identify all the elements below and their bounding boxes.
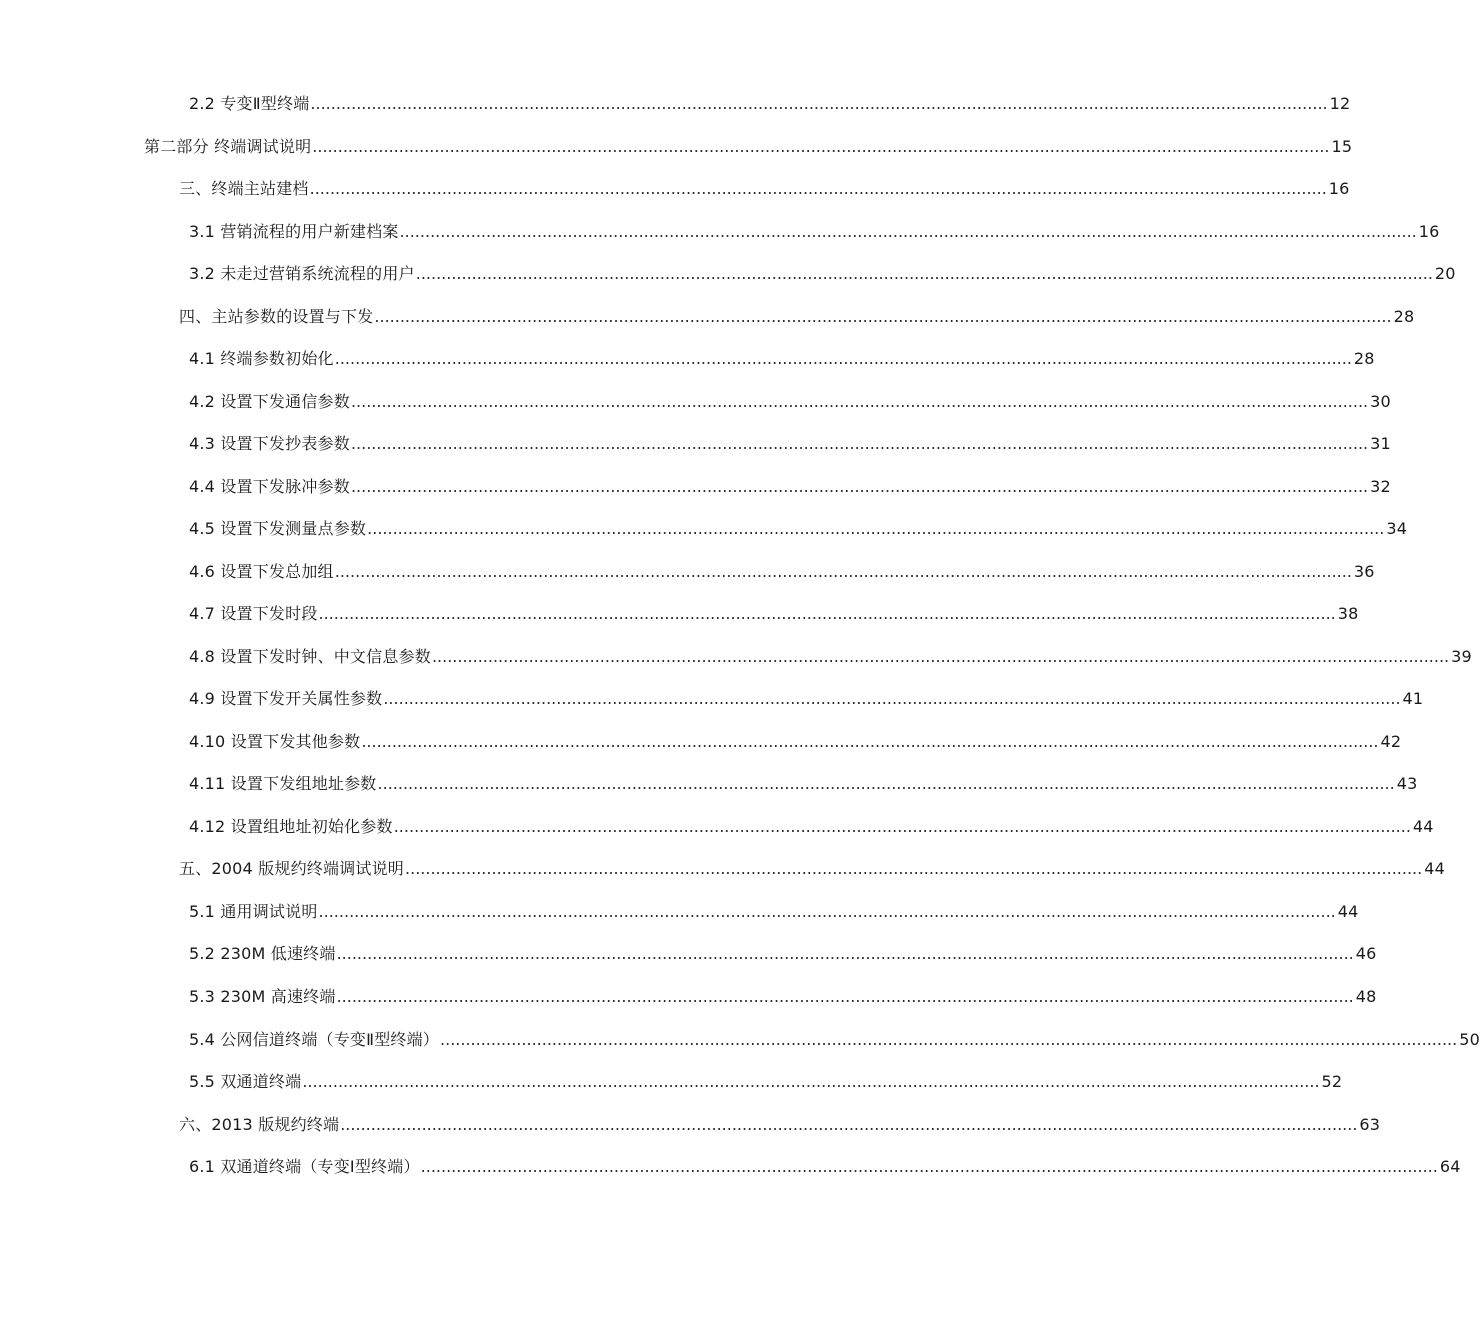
toc-entry[interactable]	[189, 260, 1456, 284]
toc-entry-title: 4.8 设置下发时钟、中文信息参数	[189, 647, 431, 666]
toc-dot-leader: ........................................................................................................................................................................................................	[440, 1030, 1458, 1049]
toc-dot-leader: ........................................................................................................................................................................................................	[420, 1157, 1438, 1176]
toc-entry-page: 39	[1451, 647, 1472, 666]
toc-dot-leader: ........................................................................................................................................................................................................	[431, 647, 1450, 666]
toc-entry-title: 3.1 营销流程的用户新建档案	[189, 222, 399, 241]
toc-entry-page: 43	[1396, 774, 1418, 793]
toc-dot-leader: ........................................................................................................................................................................................................	[405, 859, 1423, 878]
toc-entry-page: 16	[1418, 222, 1440, 241]
toc-entry-page: 28	[1353, 349, 1375, 368]
toc-dot-leader: ........................................................................................................................................................................................................	[302, 1072, 1320, 1091]
toc-entry-title: 5.2 230M 低速终端	[189, 944, 336, 963]
toc-dot-leader: ........................................................................................................................................................................................................	[334, 562, 1352, 581]
toc-entry-title: 4.12 设置组地址初始化参数	[189, 817, 393, 836]
toc-entry-title: 4.11 设置下发组地址参数	[189, 774, 377, 793]
toc-entry-page: 50	[1459, 1030, 1480, 1049]
toc-entry[interactable]	[189, 685, 1424, 709]
toc-entry[interactable]	[189, 643, 1472, 667]
toc-dot-leader: ........................................................................................................................................................................................................	[336, 987, 1354, 1006]
toc-entry-page: 41	[1402, 689, 1424, 708]
toc-entry[interactable]	[189, 558, 1375, 582]
toc-entry-page: 52	[1321, 1072, 1343, 1091]
toc-entry-page: 48	[1355, 987, 1377, 1006]
toc-entry-title: 六、2013 版规约终端	[179, 1115, 340, 1134]
toc-entry-title: 5.1 通用调试说明	[189, 902, 318, 921]
toc-entry-page: 38	[1337, 604, 1359, 623]
toc-dot-leader: ........................................................................................................................................................................................................	[350, 477, 1369, 496]
toc-entry-title: 5.4 公网信道终端（专变Ⅱ型终端）	[189, 1030, 440, 1049]
toc-entry[interactable]	[189, 600, 1359, 624]
toc-entry-page: 44	[1424, 859, 1445, 878]
toc-entry-title: 五、2004 版规约终端调试说明	[179, 859, 405, 878]
toc-entry-title: 4.4 设置下发脉冲参数	[189, 477, 350, 496]
toc-entry-title: 4.6 设置下发总加组	[189, 562, 334, 581]
toc-entry[interactable]	[189, 1068, 1343, 1092]
toc-entry[interactable]	[189, 90, 1351, 114]
toc-entry-title: 4.3 设置下发抄表参数	[189, 434, 350, 453]
toc-entry[interactable]	[179, 303, 1415, 327]
toc-entry-title: 第二部分 终端调试说明	[144, 137, 312, 156]
toc-dot-leader: ........................................................................................................................................................................................................	[318, 902, 1336, 921]
toc-entry-title: 5.5 双通道终端	[189, 1072, 302, 1091]
toc-dot-leader: ........................................................................................................................................................................................................	[399, 222, 1417, 241]
toc-entry-page: 63	[1359, 1115, 1381, 1134]
toc-entry[interactable]	[189, 898, 1359, 922]
toc-entry-title: 4.7 设置下发时段	[189, 604, 318, 623]
toc-entry-title: 4.1 终端参数初始化	[189, 349, 334, 368]
toc-entry-page: 28	[1393, 307, 1415, 326]
toc-dot-leader: ........................................................................................................................................................................................................	[318, 604, 1336, 623]
toc-entry-page: 44	[1337, 902, 1359, 921]
toc-entry[interactable]	[189, 1026, 1480, 1050]
toc-entry-page: 16	[1328, 179, 1350, 198]
toc-entry[interactable]	[189, 218, 1440, 242]
toc-entry[interactable]	[179, 175, 1350, 199]
toc-dot-leader: ........................................................................................................................................................................................................	[350, 392, 1369, 411]
toc-dot-leader: ........................................................................................................................................................................................................	[309, 179, 1327, 198]
toc-entry-title: 2.2 专变Ⅱ型终端	[189, 94, 310, 113]
toc-entry[interactable]	[189, 770, 1418, 794]
toc-dot-leader: ........................................................................................................................................................................................................	[374, 307, 1392, 326]
toc-entry-page: 64	[1439, 1157, 1461, 1176]
toc-entry-title: 5.3 230M 高速终端	[189, 987, 336, 1006]
toc-entry[interactable]	[189, 388, 1391, 412]
toc-entry-page: 44	[1412, 817, 1434, 836]
toc-entry-title: 四、主站参数的设置与下发	[179, 307, 374, 326]
toc-entry-title: 4.5 设置下发测量点参数	[189, 519, 367, 538]
toc-entry-title: 4.2 设置下发通信参数	[189, 392, 350, 411]
toc-dot-leader: ........................................................................................................................................................................................................	[312, 137, 1330, 156]
toc-dot-leader: ........................................................................................................................................................................................................	[334, 349, 1352, 368]
toc-dot-leader: ........................................................................................................................................................................................................	[367, 519, 1385, 538]
toc-entry[interactable]	[189, 515, 1408, 539]
toc-entry[interactable]	[189, 430, 1391, 454]
toc-entry-page: 36	[1353, 562, 1375, 581]
toc-entry-page: 31	[1370, 434, 1391, 453]
toc-entry[interactable]	[189, 940, 1377, 964]
toc-entry-page: 20	[1434, 264, 1456, 283]
toc-entry[interactable]	[144, 133, 1353, 157]
toc-entry-title: 6.1 双通道终端（专变Ⅰ型终端）	[189, 1157, 420, 1176]
toc-entry[interactable]	[189, 1153, 1461, 1177]
toc-entry[interactable]	[189, 813, 1434, 837]
toc-entry-page: 15	[1331, 137, 1353, 156]
toc-entry-page: 46	[1355, 944, 1377, 963]
toc-entry[interactable]	[189, 473, 1391, 497]
toc-entry-title: 3.2 未走过营销系统流程的用户	[189, 264, 415, 283]
toc-dot-leader: ........................................................................................................................................................................................................	[377, 774, 1395, 793]
toc-entry-page: 32	[1370, 477, 1391, 496]
toc-entry[interactable]	[189, 728, 1402, 752]
toc-entry[interactable]	[179, 855, 1445, 879]
toc-entry-page: 34	[1386, 519, 1408, 538]
toc-entry[interactable]	[189, 345, 1375, 369]
toc-dot-leader: ........................................................................................................................................................................................................	[361, 732, 1379, 751]
toc-dot-leader: ........................................................................................................................................................................................................	[415, 264, 1433, 283]
toc-entry-page: 42	[1380, 732, 1402, 751]
toc-dot-leader: ........................................................................................................................................................................................................	[350, 434, 1369, 453]
toc-entry[interactable]	[179, 1111, 1381, 1135]
toc-entry-page: 12	[1329, 94, 1351, 113]
toc-dot-leader: ........................................................................................................................................................................................................	[310, 94, 1328, 113]
toc-entry[interactable]	[189, 983, 1377, 1007]
toc-dot-leader: ........................................................................................................................................................................................................	[393, 817, 1411, 836]
toc-dot-leader: ........................................................................................................................................................................................................	[383, 689, 1401, 708]
toc-entry-title: 三、终端主站建档	[179, 179, 309, 198]
toc-entry-title: 4.9 设置下发开关属性参数	[189, 689, 383, 708]
toc-dot-leader: ........................................................................................................................................................................................................	[336, 944, 1354, 963]
toc-entry-title: 4.10 设置下发其他参数	[189, 732, 361, 751]
toc-entry-page: 30	[1370, 392, 1391, 411]
toc-dot-leader: ........................................................................................................................................................................................................	[340, 1115, 1358, 1134]
